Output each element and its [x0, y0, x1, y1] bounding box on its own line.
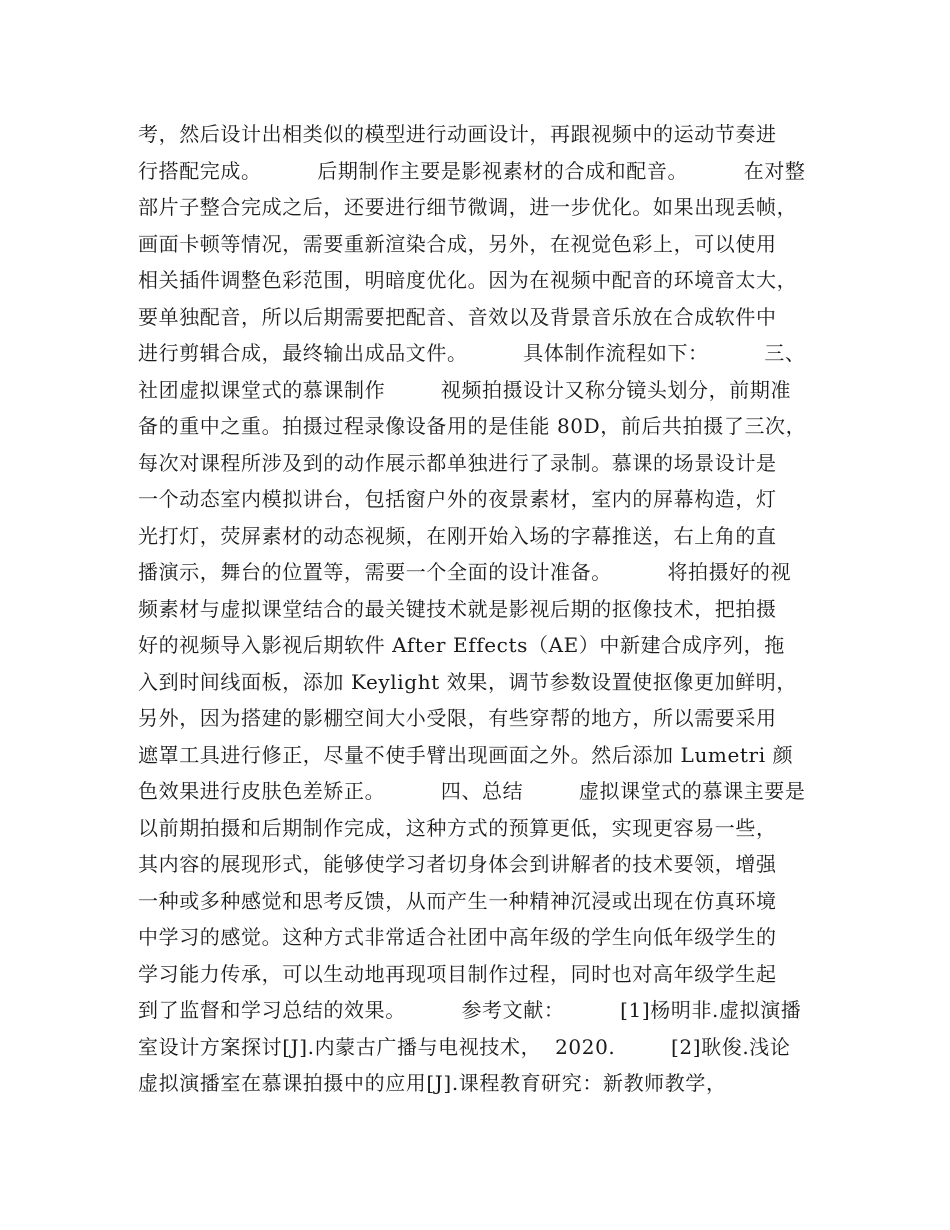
- text-line: 要单独配音，所以后期需要把配音、音效以及背景音乐放在合成软件中: [138, 304, 777, 329]
- text-line: 画面卡顿等情况，需要重新渲染合成，另外，在视觉色彩上，可以使用: [138, 231, 777, 256]
- text-line: 备的重中之重。拍摄过程录像设备用的是佳能 80D，前后共拍摄了三次，: [138, 414, 807, 438]
- text-line: 一种或多种感觉和思考反馈，从而产生一种精神沉浸或出现在仿真环境: [138, 888, 777, 913]
- text-line: 每次对课程所涉及到的动作展示都单独进行了录制。慕课的场景设计是: [138, 450, 777, 475]
- text-line: 光打灯，荧屏素材的动态视频，在刚开始入场的字幕推送，右上角的直: [138, 523, 777, 548]
- text-line: 一个动态室内模拟讲台，包括窗户外的夜景素材，室内的屏幕构造，灯: [138, 487, 777, 511]
- text-line: 遮罩工具进行修正，尽量不使手臂出现画面之外。然后添加 Lumetri 颜: [138, 742, 794, 767]
- text-line: 相关插件调整色彩范围，明暗度优化。因为在视频中配音的环境音太大，: [138, 268, 798, 292]
- text-line: 其内容的展现形式，能够使学习者切身体会到讲解者的技术要领，增强: [138, 852, 777, 876]
- text-line: 播演示，舞台的位置等，需要一个全面的设计准备。 将拍摄好的视: [138, 560, 792, 584]
- text-line: 部片子整合完成之后，还要进行细节微调，进一步优化。如果出现丢帧，: [138, 195, 798, 219]
- text-line: 进行剪辑合成，最终输出成品文件。 具体制作流程如下： 三、: [138, 341, 806, 365]
- text-line: 色效果进行皮肤色差矫正。 四、总结 虚拟课堂式的慕课主要是: [138, 779, 806, 803]
- text-line: 中学习的感觉。这种方式非常适合社团中高年级的学生向低年级学生的: [138, 925, 777, 949]
- text-line: 频素材与虚拟课堂结合的最关键技术就是影视后期的抠像技术，把拍摄: [138, 596, 777, 621]
- body-text: [138, 116, 828, 1102]
- text-line: 学习能力传承，可以生动地再现项目制作过程，同时也对高年级学生起: [138, 961, 777, 986]
- text-line: 考，然后设计出相类似的模型进行动画设计，再跟视频中的运动节奏进: [138, 122, 777, 146]
- text-line: 室设计方案探讨[J].内蒙古广播与电视技术， 2020. [2]耿俊.浅论: [138, 1034, 791, 1059]
- text-line: 虚拟演播室在慕课拍摄中的应用[J].课程教育研究：新教师教学，: [138, 1071, 727, 1095]
- text-line: 入到时间线面板，添加 Keylight 效果，调节参数设置使抠像更加鲜明，: [138, 669, 797, 694]
- text-line: 好的视频导入影视后期软件 After Effects（AE）中新建合成序列，拖: [138, 633, 785, 657]
- text-line: 到了监督和学习总结的效果。 参考文献： [1]杨明非.虚拟演播: [138, 998, 802, 1022]
- text-line: 另外，因为搭建的影棚空间大小受限，有些穿帮的地方，所以需要采用: [138, 706, 777, 730]
- text-line: 以前期拍摄和后期制作完成，这种方式的预算更低，实现更容易一些，: [138, 815, 777, 840]
- text-line: 社团虚拟课堂式的慕课制作 视频拍摄设计又称分镜头划分，前期准: [138, 377, 792, 402]
- text-line: 行搭配完成。 后期制作主要是影视素材的合成和配音。 在对整: [138, 158, 806, 183]
